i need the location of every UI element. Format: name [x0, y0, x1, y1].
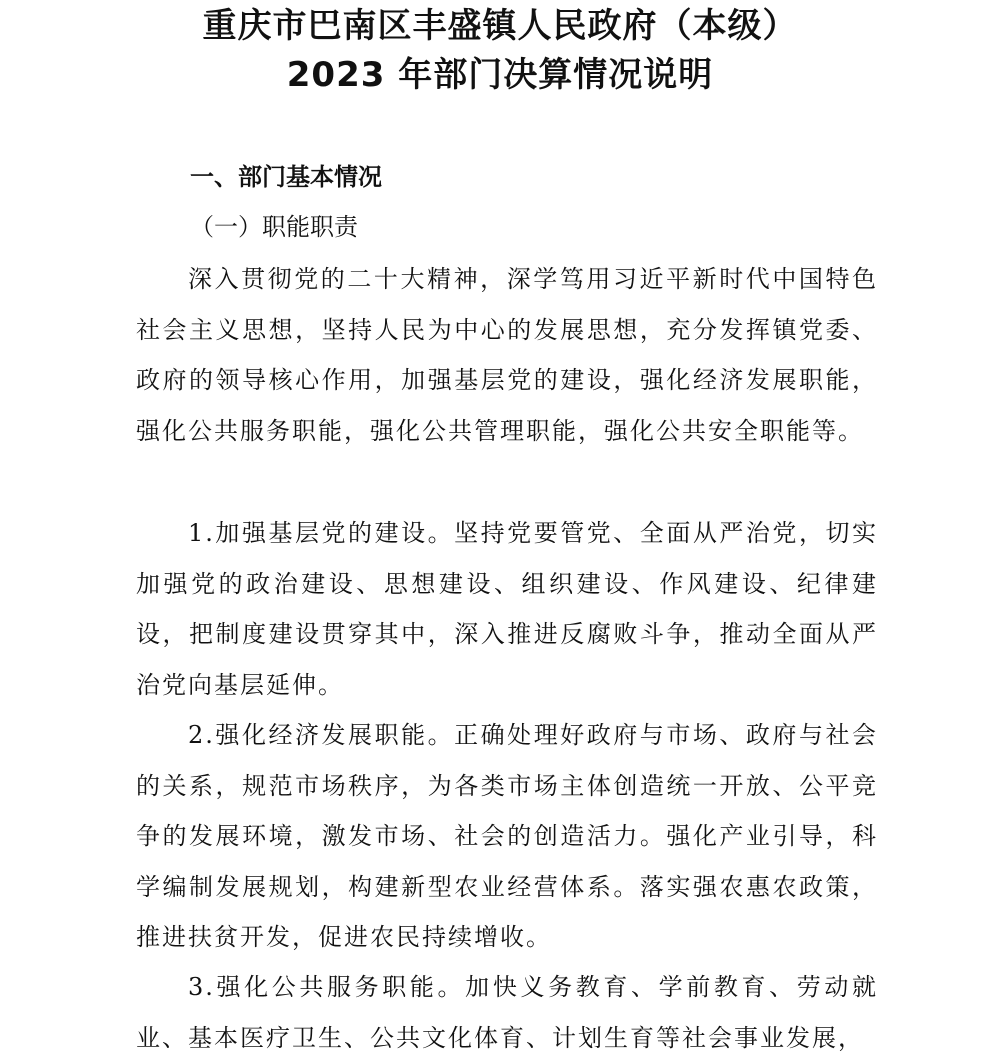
- paragraph-intro: 深入贯彻党的二十大精神，深学笃用习近平新时代中国特色社会主义思想，坚持人民为中心的发展思想，充分发挥镇党委、政府的领导核心作用，加强基层党的建设，强化经济发展职能，强化公共服务职能，强化公共管理职能，强化公共安全职能等。: [136, 265, 878, 445]
- paragraph-party-building: 1.加强基层党的建设。坚持党要管党、全面从严治党，切实加强党的政治建设、思想建设、组织建设、作风建设、纪律建设，把制度建设贯穿其中，深入推进反腐败斗争，推动全面从严治党向基层延伸。: [136, 519, 878, 699]
- document-title-line-2: 2023 年部门决算情况说明: [286, 55, 714, 95]
- paragraph-public-services: 3.强化公共服务职能。加快义务教育、学前教育、劳动就业、基本医疗卫生、公共文化体育、计划生育等社会事业发展，: [136, 973, 878, 1052]
- subsection-heading: （一）职能职责: [190, 213, 358, 241]
- section-heading: 一、部门基本情况: [190, 163, 382, 191]
- document-title-line-1: 重庆市巴南区丰盛镇人民政府（本级）: [202, 6, 798, 46]
- paragraph-economic-development: 2.强化经济发展职能。正确处理好政府与市场、政府与社会的关系，规范市场秩序，为各类市场主体创造统一开放、公平竞争的发展环境，激发市场、社会的创造活力。强化产业引导，科学编制发展规划，构建新型农业经营体系。落实强农惠农政策，推进扶贫开发，促进农民持续增收。: [136, 721, 878, 951]
